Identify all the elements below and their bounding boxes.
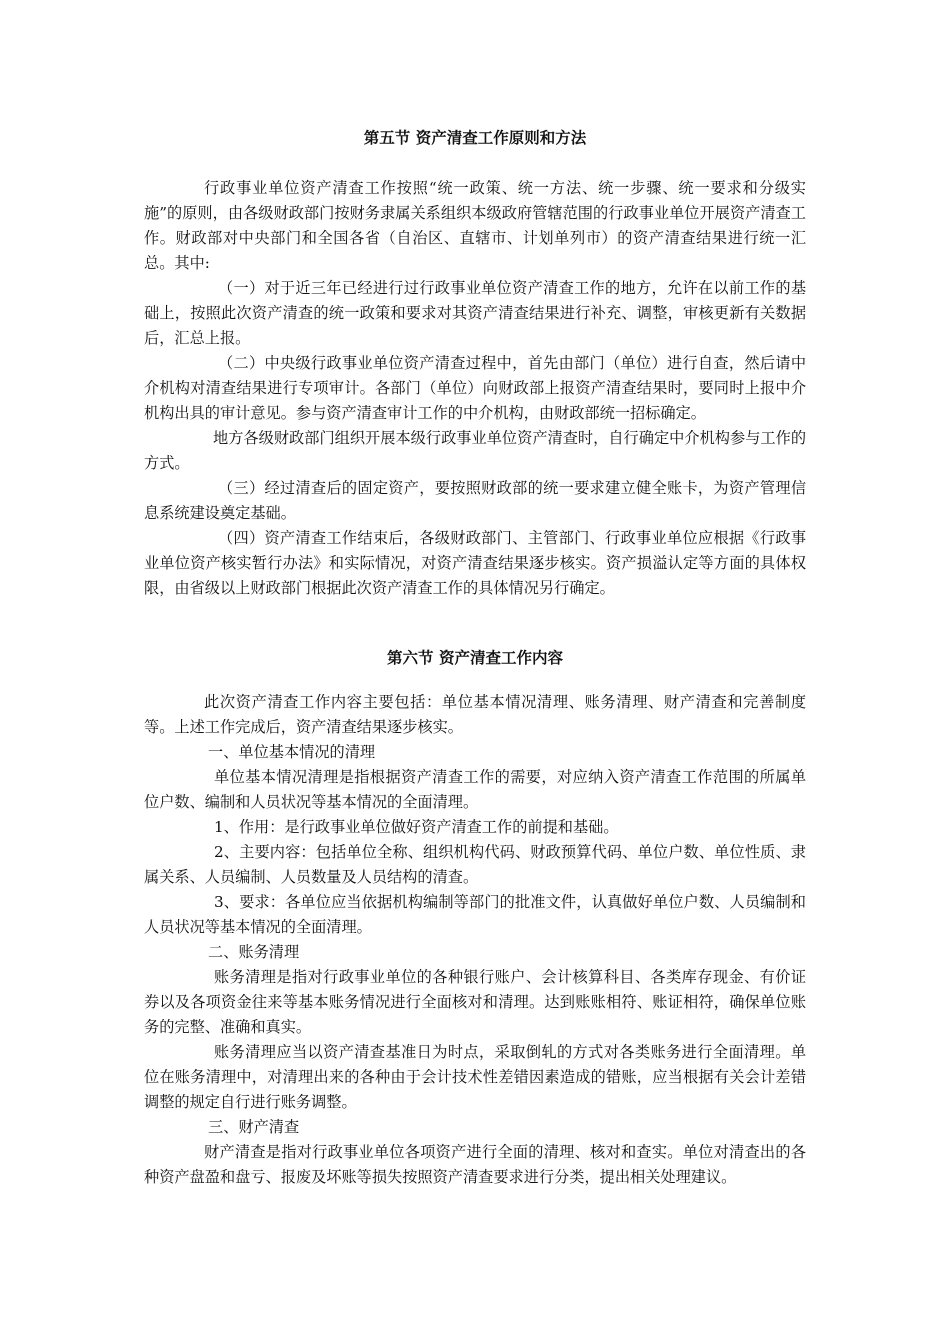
paragraph: 行政事业单位资产清查工作按照“统一政策、统一方法、统一步骤、统一要求和分级实施”的原则，由各级财政部门按财务隶属关系组织本级政府管辖范围的行政事业单位开展资产清查工作。财政部对中央部门和全国各省（自治区、直辖市、计划单列市）的资产清查结果进行统一汇总。其中: xyxy=(144,179,806,272)
list-item: 2、主要内容：包括单位全称、组织机构代码、财政预算代码、单位户数、单位性质、隶属关系、人员编制、人员数量及人员结构的清查。 xyxy=(144,843,806,886)
paragraph: 账务清理应当以资产清查基准日为时点，采取倒轧的方式对各类账务进行全面清理。单位在账务清理中，对清理出来的各种由于会计技术性差错因素造成的错账，应当根据有关会计差错调整的规定自行进行账务调整。 xyxy=(144,1043,806,1111)
list-item: 3、要求：各单位应当依据机构编制等部门的批准文件，认真做好单位户数、人员编制和人员状况等基本情况的全面清理。 xyxy=(144,893,806,936)
paragraph: 账务清理是指对行政事业单位的各种银行账户、会计核算科目、各类库存现金、有价证券以及各项资金往来等基本账务情况进行全面核对和清理。达到账账相符、账证相符，确保单位账务的完整、准确和真实。 xyxy=(144,968,806,1036)
paragraph: 地方各级财政部门组织开展本级行政事业单位资产清查时，自行确定中介机构参与工作的方式。 xyxy=(144,429,806,472)
section-5-body xyxy=(144,176,806,601)
paragraph: 此次资产清查工作内容主要包括：单位基本情况清理、账务清理、财产清查和完善制度等。上述工作完成后，资产清查结果逐步核实。 xyxy=(144,693,806,736)
paragraph: 单位基本情况清理是指根据资产清查工作的需要，对应纳入资产清查工作范围的所属单位户数、编制和人员状况等基本情况的全面清理。 xyxy=(144,768,806,811)
section-5-title: 第五节 资产清查工作原则和方法 xyxy=(363,129,587,147)
paragraph: （二）中央级行政事业单位资产清查过程中，首先由部门（单位）进行自查，然后请中介机构对清查结果进行专项审计。各部门（单位）向财政部上报资产清查结果时，要同时上报中介机构出具的审计意见。参与资产清查审计工作的中介机构，由财政部统一招标确定。 xyxy=(144,354,806,422)
paragraph: （一）对于近三年已经进行过行政事业单位资产清查工作的地方，允许在以前工作的基础上，按照此次资产清查的统一政策和要求对其资产清查结果进行补充、调整，审核更新有关数据后，汇总上报。 xyxy=(144,279,806,347)
paragraph: （三）经过清查后的固定资产，要按照财政部的统一要求建立健全账卡，为资产管理信息系统建设奠定基础。 xyxy=(144,479,806,522)
list-item: 1、作用：是行政事业单位做好资产清查工作的前提和基础。 xyxy=(214,818,619,836)
paragraph: 财产清查是指对行政事业单位各项资产进行全面的清理、核对和查实。单位对清查出的各种资产盘盈和盘亏、报废及坏账等损失按照资产清查要求进行分类，提出相关处理建议。 xyxy=(144,1143,806,1186)
section-6-title: 第六节 资产清查工作内容 xyxy=(387,649,563,667)
subheading: 一、单位基本情况的清理 xyxy=(208,743,376,761)
paragraph: （四）资产清查工作结束后，各级财政部门、主管部门、行政事业单位应根据《行政事业单位资产核实暂行办法》和实际情况，对资产清查结果逐步核实。资产损溢认定等方面的具体权限，由省级以上财政部门根据此次资产清查工作的具体情况另行确定。 xyxy=(144,529,806,597)
section-6-body xyxy=(144,690,806,1190)
subheading: 三、财产清查 xyxy=(208,1118,300,1136)
subheading: 二、账务清理 xyxy=(208,943,300,961)
